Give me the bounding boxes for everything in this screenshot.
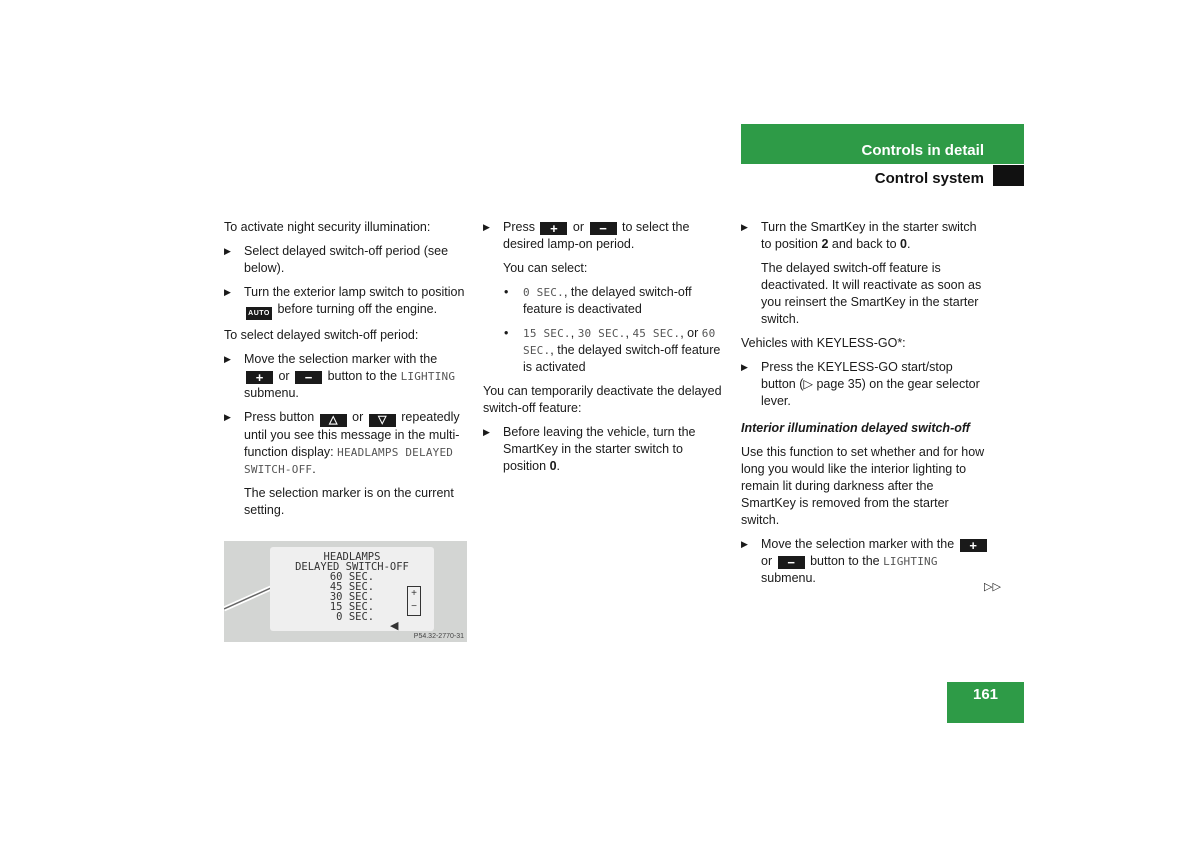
- section-title: Controls in detail: [861, 142, 984, 159]
- minus-key-icon: −: [778, 556, 805, 569]
- intro-text-2: To select delayed switch-off period:: [224, 328, 419, 342]
- display-figure: [224, 541, 467, 642]
- plus-key-icon: +: [540, 222, 567, 235]
- option-deactivated: • 0 SEC., the delayed switch-off feature is deactivated: [483, 284, 728, 318]
- step-keyless-go: ▶ Press the KEYLESS-GO start/stop button (▷ page 35) on the gear selector lever.: [741, 359, 989, 410]
- display-lines: HEADLAMPS DELAYED SWITCH-OFF 60 SEC. 45 SEC. 30 SEC. 15 SEC. 0 SEC.: [295, 551, 409, 623]
- step-move-marker: ▶ Move the selection marker with the + or − button to the LIGHTING submenu.: [224, 351, 469, 402]
- display-message: HEADLAMPS DELAYED SWITCH-OFF: [244, 446, 454, 476]
- step-turn-smartkey: ▶ Turn the SmartKey in the starter switch to position 2 and back to 0.: [741, 219, 989, 253]
- interior-paragraph: Use this function to set whether and for how long you would like the interior lighting to remain lit during darkness after the SmartKey is removed from the starter switch.: [741, 445, 985, 527]
- intro-text: To activate night security illumination:: [224, 220, 431, 234]
- plus-key-icon: +: [246, 371, 273, 384]
- up-key-icon: △: [320, 414, 347, 427]
- temporary-text: You can temporarily deactivate the delayed switch-off feature:: [483, 384, 722, 415]
- step-select-period: ▶ Select delayed switch-off period (see below).: [224, 243, 469, 277]
- step-press-plus-minus: ▶ Press + or − to select the desired lamp-on period.: [483, 219, 728, 253]
- page-number: 161: [947, 682, 1024, 723]
- menu-name: LIGHTING: [883, 555, 938, 568]
- column-left: [224, 219, 469, 526]
- keyless-go-text: Vehicles with KEYLESS-GO*:: [741, 336, 906, 350]
- minus-key-icon: −: [295, 371, 322, 384]
- subsection-title: Control system: [874, 170, 984, 187]
- menu-name: LIGHTING: [400, 370, 456, 383]
- step-before-leaving: ▶ Before leaving the vehicle, turn the SmartKey in the starter switch to position 0.: [483, 424, 728, 475]
- continued-icon: ▷▷: [984, 581, 1001, 593]
- plus-key-icon: +: [960, 539, 987, 552]
- step-move-marker-interior: ▶ Move the selection marker with the + or − button to the LIGHTING submenu.: [741, 536, 989, 587]
- option-activated: • 15 SEC., 30 SEC., 45 SEC., or 60 SEC., the delayed switch-off feature is activated: [483, 325, 728, 376]
- selection-marker-icon: ◀: [390, 620, 399, 632]
- figure-code: P54.32-2770-31: [413, 633, 464, 640]
- interior-heading: Interior illumination delayed switch-off: [741, 421, 970, 435]
- reactivate-note: The delayed switch-off feature is deactivated. It will reactivate as soon as you reinsert the SmartKey in the starter switch.: [761, 261, 982, 326]
- note-text: The selection marker is on the current setting.: [244, 486, 454, 517]
- header-tab-marker: [993, 165, 1024, 186]
- display-screen: [270, 547, 434, 631]
- down-key-icon: ▽: [369, 414, 396, 427]
- column-middle: [483, 219, 728, 482]
- select-text: You can select:: [503, 261, 588, 275]
- plus-minus-indicator: + −: [407, 586, 421, 616]
- column-right: [741, 219, 989, 594]
- minus-key-icon: −: [590, 222, 617, 235]
- step-press-button: ▶ Press button △ or ▽ repeatedly until you see this message in the multi-function display: HEADLAMPS DELAYED SWITCH-OFF.: [224, 409, 469, 478]
- auto-key-icon: AUTO: [246, 307, 272, 320]
- step-lamp-switch: ▶ Turn the exterior lamp switch to position AUTO before turning off the engine.: [224, 284, 469, 320]
